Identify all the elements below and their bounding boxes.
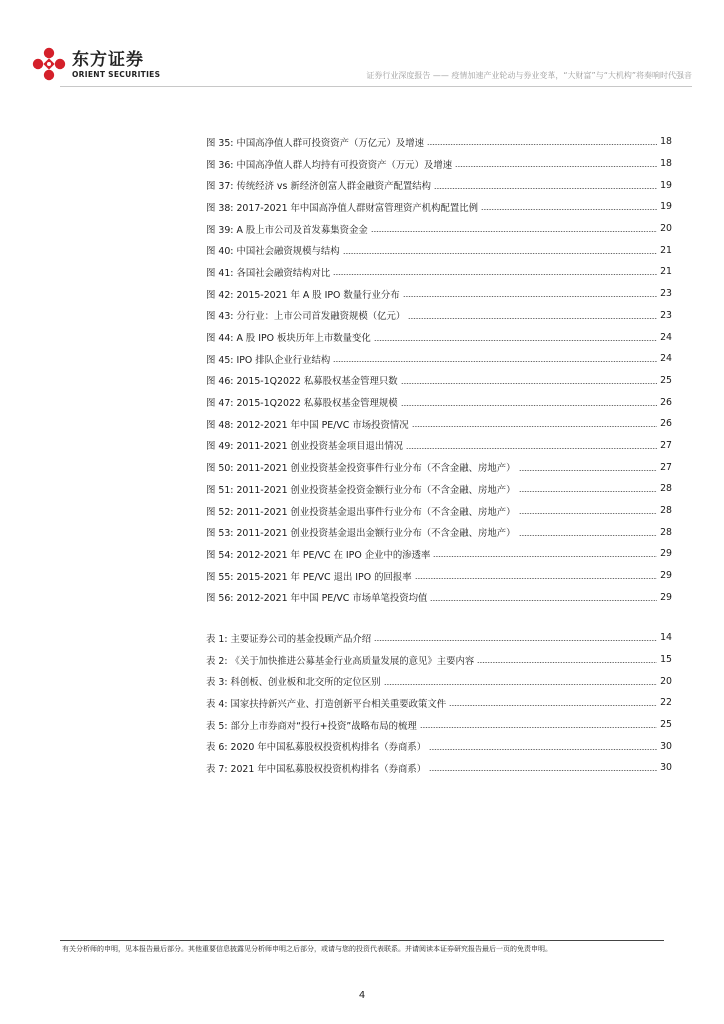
toc-title: 2015-1Q2022 私募股权基金管理只数 — [236, 376, 398, 388]
toc-row[interactable] — [206, 261, 672, 283]
toc-leader-dots — [429, 770, 657, 771]
toc-page: 29 — [660, 570, 672, 582]
figure-index — [206, 131, 672, 608]
toc-page: 29 — [660, 548, 672, 560]
toc-title: 2011-2021 创业投资基金投资事件行业分布（不含金融、房地产） — [236, 463, 516, 475]
orient-logo-icon — [32, 47, 66, 81]
toc-page: 18 — [660, 136, 672, 148]
toc-title: IPO 排队企业行业结构 — [236, 354, 331, 366]
toc-leader-dots — [403, 296, 657, 297]
toc-title: 2012-2021 年中国 PE/VC 市场投资情况 — [236, 419, 409, 431]
toc-label: 图 40: — [206, 246, 234, 258]
toc-label: 图 54: — [206, 549, 234, 561]
toc-row[interactable] — [206, 565, 672, 587]
toc-title: 2015-2021 年 A 股 IPO 数量行业分布 — [236, 289, 400, 301]
toc-page: 22 — [660, 697, 672, 709]
toc-row[interactable] — [206, 456, 672, 478]
toc-leader-dots — [449, 705, 657, 706]
toc-label: 图 41: — [206, 267, 234, 279]
toc-row[interactable] — [206, 735, 672, 757]
toc-label: 图 55: — [206, 571, 234, 583]
toc-title: 国家扶持新兴产业、打造创新平台相关重要政策文件 — [230, 698, 447, 710]
toc-page: 27 — [660, 439, 672, 451]
toc-page: 28 — [660, 505, 672, 517]
toc-leader-dots — [374, 340, 657, 341]
toc-title: 2015-1Q2022 私募股权基金管理规模 — [236, 398, 398, 410]
toc-label: 图 42: — [206, 289, 234, 301]
toc-page: 14 — [660, 632, 672, 644]
toc-row[interactable] — [206, 435, 672, 457]
toc-title: 2015-2021 年 PE/VC 退出 IPO 的回报率 — [236, 571, 412, 583]
toc-label: 图 47: — [206, 398, 234, 410]
toc-label: 表 1: — [206, 633, 228, 645]
toc-title: 2011-2021 创业投资基金退出金额行业分布（不含金融、房地产） — [236, 528, 516, 540]
toc-leader-dots — [519, 470, 658, 471]
toc-leader-dots — [401, 383, 657, 384]
toc-page: 21 — [660, 244, 672, 256]
page-header — [0, 0, 724, 90]
toc-leader-dots — [401, 405, 657, 406]
toc-label: 表 4: — [206, 698, 228, 710]
toc-label: 图 52: — [206, 506, 234, 518]
toc-row[interactable] — [206, 326, 672, 348]
toc-label: 表 7: — [206, 763, 228, 775]
toc-label: 图 35: — [206, 137, 234, 149]
toc-page: 23 — [660, 309, 672, 321]
toc-leader-dots — [343, 253, 657, 254]
toc-label: 图 50: — [206, 463, 234, 475]
toc-leader-dots — [481, 209, 657, 210]
company-logo — [32, 46, 160, 82]
toc-row[interactable] — [206, 153, 672, 175]
toc-page: 25 — [660, 719, 672, 731]
toc-leader-dots — [333, 361, 657, 362]
toc-label: 图 43: — [206, 311, 234, 323]
toc-page: 15 — [660, 654, 672, 666]
toc-label: 图 39: — [206, 224, 234, 236]
toc-row[interactable] — [206, 714, 672, 736]
toc-title: 2012-2021 年中国 PE/VC 市场单笔投资均值 — [236, 593, 428, 605]
toc-row[interactable] — [206, 757, 672, 779]
toc-title: 中国高净值人群可投资资产（万亿元）及增速 — [236, 137, 424, 149]
toc-label: 图 56: — [206, 593, 234, 605]
footer-disclaimer: 有关分析师的申明，见本报告最后部分。其他重要信息披露见分析师申明之后部分，或请与您的投资代表联系。并请阅读本证券研究报告最后一页的免责申明。 — [62, 945, 552, 953]
toc-row[interactable] — [206, 370, 672, 392]
toc-title: 2020 年中国私募股权投资机构排名（券商系） — [230, 742, 427, 754]
toc-leader-dots — [477, 662, 657, 663]
toc-label: 图 48: — [206, 419, 234, 431]
toc-leader-dots — [519, 535, 658, 536]
toc-row[interactable] — [206, 649, 672, 671]
header-divider — [60, 86, 692, 87]
toc-leader-dots — [374, 640, 657, 641]
toc-leader-dots — [455, 166, 657, 167]
table-index — [206, 627, 672, 779]
toc-label: 图 38: — [206, 202, 234, 214]
toc-title: 部分上市券商对“投行+投资”战略布局的梳理 — [230, 720, 417, 732]
toc-label: 图 45: — [206, 354, 234, 366]
toc-label: 图 36: — [206, 159, 234, 171]
toc-leader-dots — [430, 600, 657, 601]
toc-leader-dots — [371, 231, 657, 232]
toc-page: 19 — [660, 179, 672, 191]
toc-page: 30 — [660, 762, 672, 774]
toc-label: 图 46: — [206, 376, 234, 388]
toc-label: 图 37: — [206, 181, 234, 193]
toc-page: 23 — [660, 288, 672, 300]
report-subtitle: 证券行业深度报告 —— 疫情加速产业轮动与券业变革，“大财富”与“大机构”将奏响时代强音 — [366, 71, 692, 80]
toc-leader-dots — [429, 749, 657, 750]
toc-row[interactable] — [206, 174, 672, 196]
toc-leader-dots — [433, 556, 657, 557]
toc-title: 2011-2021 创业投资基金退出事件行业分布（不含金融、房地产） — [236, 506, 516, 518]
toc-label: 图 53: — [206, 528, 234, 540]
toc-row[interactable] — [206, 543, 672, 565]
toc-label: 图 49: — [206, 441, 234, 453]
toc-page: 24 — [660, 331, 672, 343]
toc-row[interactable] — [206, 391, 672, 413]
toc-leader-dots — [519, 491, 658, 492]
toc-leader-dots — [408, 318, 657, 319]
toc-page: 28 — [660, 483, 672, 495]
page-number: 4 — [358, 990, 366, 1001]
toc-page: 20 — [660, 675, 672, 687]
toc-page: 20 — [660, 223, 672, 235]
toc-leader-dots — [434, 188, 657, 189]
toc-title: 各国社会融资结构对比 — [236, 267, 331, 279]
toc-title: 2017-2021 年中国高净值人群财富管理资产机构配置比例 — [236, 202, 479, 214]
toc-label: 图 44: — [206, 333, 234, 345]
toc-title: A 股 IPO 板块历年上市数量变化 — [236, 333, 371, 345]
toc-page: 27 — [660, 461, 672, 473]
toc-row[interactable] — [206, 521, 672, 543]
toc-title: 传统经济 vs 新经济创富人群金融资产配置结构 — [236, 181, 431, 193]
toc-row[interactable] — [206, 670, 672, 692]
toc-page: 24 — [660, 353, 672, 365]
toc-leader-dots — [384, 684, 658, 685]
toc-page: 18 — [660, 158, 672, 170]
toc-row[interactable] — [206, 586, 672, 608]
toc-leader-dots — [412, 426, 657, 427]
toc-title: 科创板、创业板和北交所的定位区别 — [230, 677, 381, 689]
toc-row[interactable] — [206, 500, 672, 522]
toc-label: 图 51: — [206, 484, 234, 496]
toc-leader-dots — [415, 578, 657, 579]
toc-title: 2011-2021 创业投资基金项目退出情况 — [236, 441, 404, 453]
toc-title: 2011-2021 创业投资基金投资金额行业分布（不含金融、房地产） — [236, 484, 516, 496]
toc-title: A 股上市公司及首发募集资金金 — [236, 224, 368, 236]
toc-page: 28 — [660, 526, 672, 538]
toc-row[interactable] — [206, 305, 672, 327]
toc-label: 表 6: — [206, 742, 228, 754]
toc-row[interactable] — [206, 348, 672, 370]
toc-page: 25 — [660, 374, 672, 386]
toc-title: 2012-2021 年 PE/VC 在 IPO 企业中的渗透率 — [236, 549, 431, 561]
toc-page: 29 — [660, 591, 672, 603]
toc-leader-dots — [406, 448, 657, 449]
toc-title: 中国社会融资规模与结构 — [236, 246, 340, 258]
toc-row[interactable] — [206, 413, 672, 435]
toc-page: 26 — [660, 396, 672, 408]
toc-leader-dots — [519, 513, 658, 514]
toc-row[interactable] — [206, 131, 672, 153]
toc-page: 30 — [660, 740, 672, 752]
toc-row[interactable] — [206, 627, 672, 649]
toc-row[interactable] — [206, 283, 672, 305]
toc-title: 2021 年中国私募股权投资机构排名（券商系） — [230, 763, 427, 775]
logo-chinese-name: 东方证券 — [72, 49, 144, 70]
toc-title: 《关于加快推进公募基金行业高质量发展的意见》主要内容 — [230, 655, 475, 667]
toc-leader-dots — [427, 144, 657, 145]
toc-row[interactable] — [206, 239, 672, 261]
toc-row[interactable] — [206, 196, 672, 218]
logo-english-name: ORIENT SECURITIES — [72, 69, 161, 79]
toc-leader-dots — [420, 727, 657, 728]
toc-label: 表 2: — [206, 655, 228, 667]
toc-title: 分行业：上市公司首发融资规模（亿元） — [236, 311, 406, 323]
toc-leader-dots — [333, 274, 657, 275]
toc-title: 主要证券公司的基金投顾产品介绍 — [230, 633, 372, 645]
toc-row[interactable] — [206, 218, 672, 240]
toc-page: 26 — [660, 418, 672, 430]
toc-title: 中国高净值人群人均持有可投资资产（万元）及增速 — [236, 159, 453, 171]
toc-row[interactable] — [206, 692, 672, 714]
toc-label: 表 5: — [206, 720, 228, 732]
toc-page: 21 — [660, 266, 672, 278]
toc-label: 表 3: — [206, 677, 228, 689]
toc-row[interactable] — [206, 478, 672, 500]
toc-page: 19 — [660, 201, 672, 213]
footer-divider — [60, 940, 664, 941]
